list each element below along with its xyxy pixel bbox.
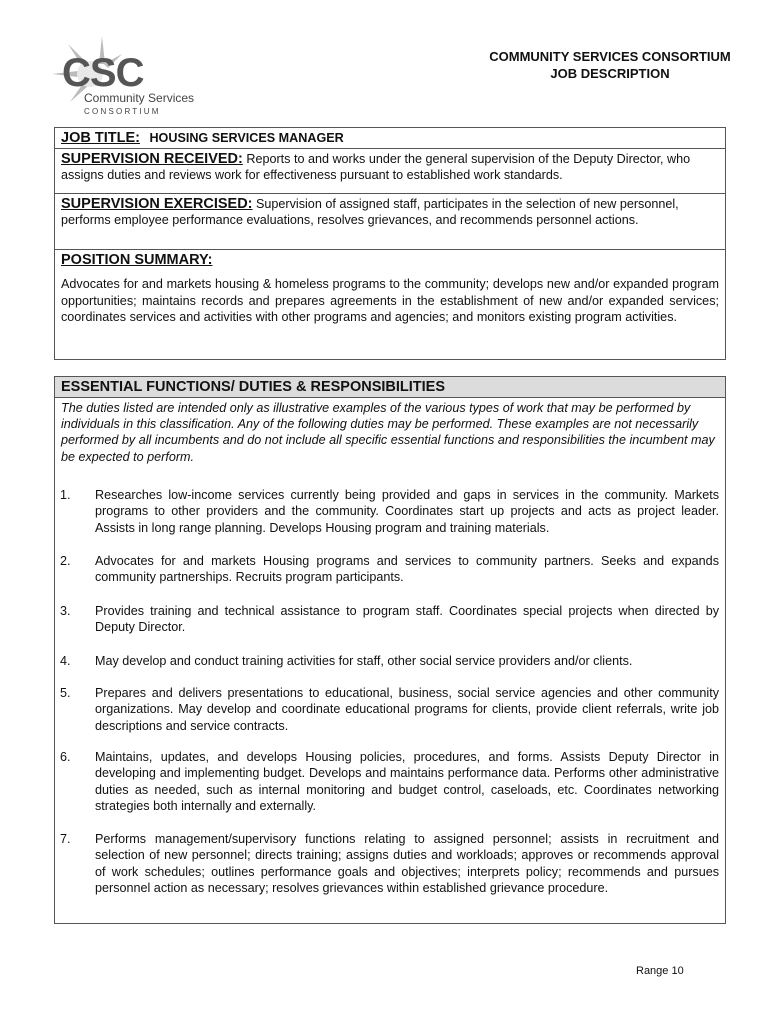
job-title-row	[55, 128, 725, 149]
supervision-received-label: SUPERVISION RECEIVED:	[61, 151, 243, 167]
duty-text: Prepares and delivers presentations to educational, business, social service agencies and other community organizations. May develop and coordinate educational programs for clients, provide client referrals, write job descriptions and service contracts.	[95, 685, 719, 733]
svg-text:CSC: CSC	[62, 51, 144, 95]
duty-number: 3.	[60, 603, 71, 618]
supervision-received-text: Reports to and works under the general supervision of the Deputy Director, who assigns duties and reviews work for effectiveness pursuant to established work standards.	[61, 152, 691, 182]
duty-number: 2.	[60, 553, 71, 568]
range-label: Range 10	[636, 965, 684, 977]
duty-text: Researches low-income services currently being provided and gaps in services in the community. Markets programs to other providers and the community. Coordinates start up projects and acts as project leader. Assists in long range planning. Develops Housing program and training materials.	[95, 487, 719, 535]
position-summary-heading-row	[55, 250, 725, 268]
job-details-box	[54, 127, 726, 360]
essential-functions-intro: The duties listed are intended only as illustrative examples of the various types of work that may be performed by individuals in this classification. Any of the following duties may be performed. These examples are not necessarily performed by all incumbents and do not include all specific essential functions and responsibilities the incumbent may be expected to perform.	[61, 401, 715, 464]
duty-number: 5.	[60, 685, 71, 700]
duty-text: Performs management/supervisory functions relating to assigned personnel; assists in recruitment and selection of new personnel; directs training; assigns duties and workloads; approves or recommends approval of work schedules; outlines performance goals and objectives; interprets policy; recommends and pursues personnel action as necessary; resolves grievances within established grievance procedure.	[95, 831, 719, 896]
duty-number: 1.	[60, 487, 71, 502]
duty-text: Advocates for and markets Housing programs and services to community partners. Seeks and expands community partnerships. Recruits program participants.	[95, 553, 719, 585]
duty-text: Provides training and technical assistance to program staff. Coordinates special projects when directed by Deputy Director.	[95, 603, 719, 635]
starburst-icon	[52, 36, 222, 122]
supervision-exercised-row	[55, 194, 725, 250]
svg-text:Community Services: Community Services	[84, 91, 195, 105]
job-title-label: JOB TITLE:	[61, 130, 140, 146]
essential-functions-box	[54, 376, 726, 924]
position-summary-text: Advocates for and markets housing & homeless programs to the community; develops new and/or expanded program opportunities; maintains records and prepares agreements in the establishment of new and/or expanded services; coordinates services and activities with other programs and agencies; and monitors existing program activities.	[61, 277, 719, 324]
duty-number: 6.	[60, 749, 71, 764]
position-summary-label: POSITION SUMMARY:	[61, 252, 213, 268]
document-header	[410, 48, 770, 82]
duty-number: 7.	[60, 831, 71, 846]
svg-text:C O N S O R T I U M: C O N S O R T I U M	[84, 107, 159, 116]
job-title-value: HOUSING SERVICES MANAGER	[149, 131, 344, 145]
essential-functions-heading: ESSENTIAL FUNCTIONS/ DUTIES & RESPONSIBILITIES	[55, 377, 725, 398]
supervision-exercised-text: Supervision of assigned staff, participates in the selection of new personnel, performs employee performance evaluations, resolves grievances, and recommends personnel actions.	[61, 197, 679, 227]
supervision-exercised-label: SUPERVISION EXERCISED:	[61, 196, 253, 212]
doc-type: JOB DESCRIPTION	[550, 66, 670, 81]
duty-number: 4.	[60, 653, 71, 668]
org-name: COMMUNITY SERVICES CONSORTIUM	[489, 49, 731, 64]
supervision-received-row	[55, 149, 725, 194]
duty-text: May develop and conduct training activities for staff, other social service providers and/or clients.	[95, 653, 633, 668]
csc-logo	[52, 36, 222, 122]
duty-text: Maintains, updates, and develops Housing policies, procedures, and forms. Assists Deputy Director in developing and implementing budget. Develops and maintains performance data. Performs other administrative duties as needed, such as internal monitoring and budget control, caseloads, etc. Coordinates networking strategies both internally and externally.	[95, 749, 719, 814]
